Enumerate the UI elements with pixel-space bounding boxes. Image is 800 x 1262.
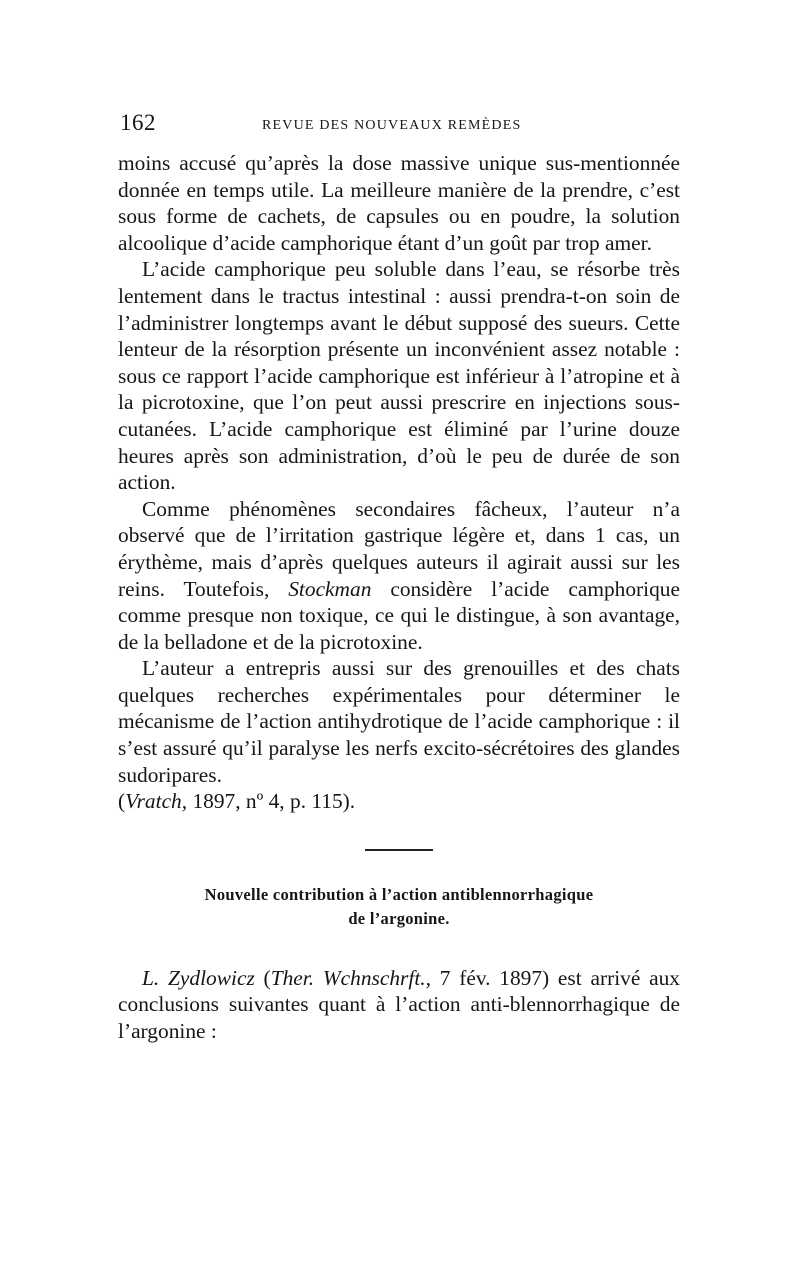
section-title-line-2: de l’argonine. <box>348 908 450 928</box>
article-body <box>118 150 680 815</box>
paragraph-argonine-text: 7 fév. 1897) est arrivé aux conclusions suivantes quant à l’action anti-blennorrhagique de l’argonine : <box>118 965 680 1044</box>
citation-journal: Vratch, <box>125 789 188 814</box>
section-body <box>118 965 680 1045</box>
citation <box>118 788 680 815</box>
paragraph-argonine <box>118 965 680 1045</box>
section-divider <box>365 849 433 851</box>
paragraph-continuation: moins accusé qu’après la dose massive unique sus-mentionnée donnée en temps utile. La meilleure manière de la prendre, c’est sous forme de cachets, de capsules ou en poudre, la solution alcoolique d’acide camphorique étant d’un goût par trop amer. <box>118 151 680 255</box>
running-title: REVUE DES NOUVEAUX REMÈDES <box>262 118 522 133</box>
paragraph-side-effects-text-2: considère l’acide camphorique comme presque non toxique, ce qui le distingue, à son avantage, de la belladone et de la picrotoxine. <box>118 576 680 654</box>
paragraph-resorption: L’acide camphorique peu soluble dans l’eau, se résorbe très lentement dans le tractus intestinal : aussi prendra-t-on soin de l’administrer longtemps avant le début supposé des sueurs. Cette lenteur de la résorption présente un inconvénient assez notable : sous ce rapport l’acide camphorique est inférieur à l’atropine et à la picrotoxine, que l’on peut aussi prescrire en injections sous-cutanées. L’acide camphorique est éliminé par l’urine douze heures après son administration, d’où le peu de durée de son action. <box>118 257 680 495</box>
paren-open: ( <box>254 965 271 990</box>
citation-open-paren: ( <box>118 789 126 814</box>
paragraph-side-effects <box>118 496 680 656</box>
page-number: 162 <box>120 110 156 135</box>
section-title <box>118 883 680 931</box>
author-name-stockman: Stockman <box>288 576 372 601</box>
author-name-zydlowicz: L. Zydlowicz <box>142 965 255 990</box>
section-journal: Ther. Wchnschrft., <box>270 965 431 990</box>
paragraph-side-effects-text-1: Comme phénomènes secondaires fâcheux, l’auteur n’a observé que de l’irritation gastrique légère et, dans 1 cas, un érythème, mais d’après quelques auteurs il agirait aussi sur les reins. Toutefois, <box>118 496 680 601</box>
section-title-line-1: Nouvelle contribution à l’action antiblennorrhagique <box>204 884 594 904</box>
document-page <box>118 110 680 1045</box>
paragraph-experiments: L’auteur a entrepris aussi sur des grenouilles et des chats quelques recherches expérimentales pour déterminer le mécanisme de l’action antihydrotique de l’acide camphorique : il s’est assuré qu’il paralyse les nerfs excito-sécrétoires des glandes sudoripares. <box>118 656 680 787</box>
citation-details: 1897, nº 4, p. 115). <box>187 789 356 814</box>
running-header <box>118 110 680 150</box>
